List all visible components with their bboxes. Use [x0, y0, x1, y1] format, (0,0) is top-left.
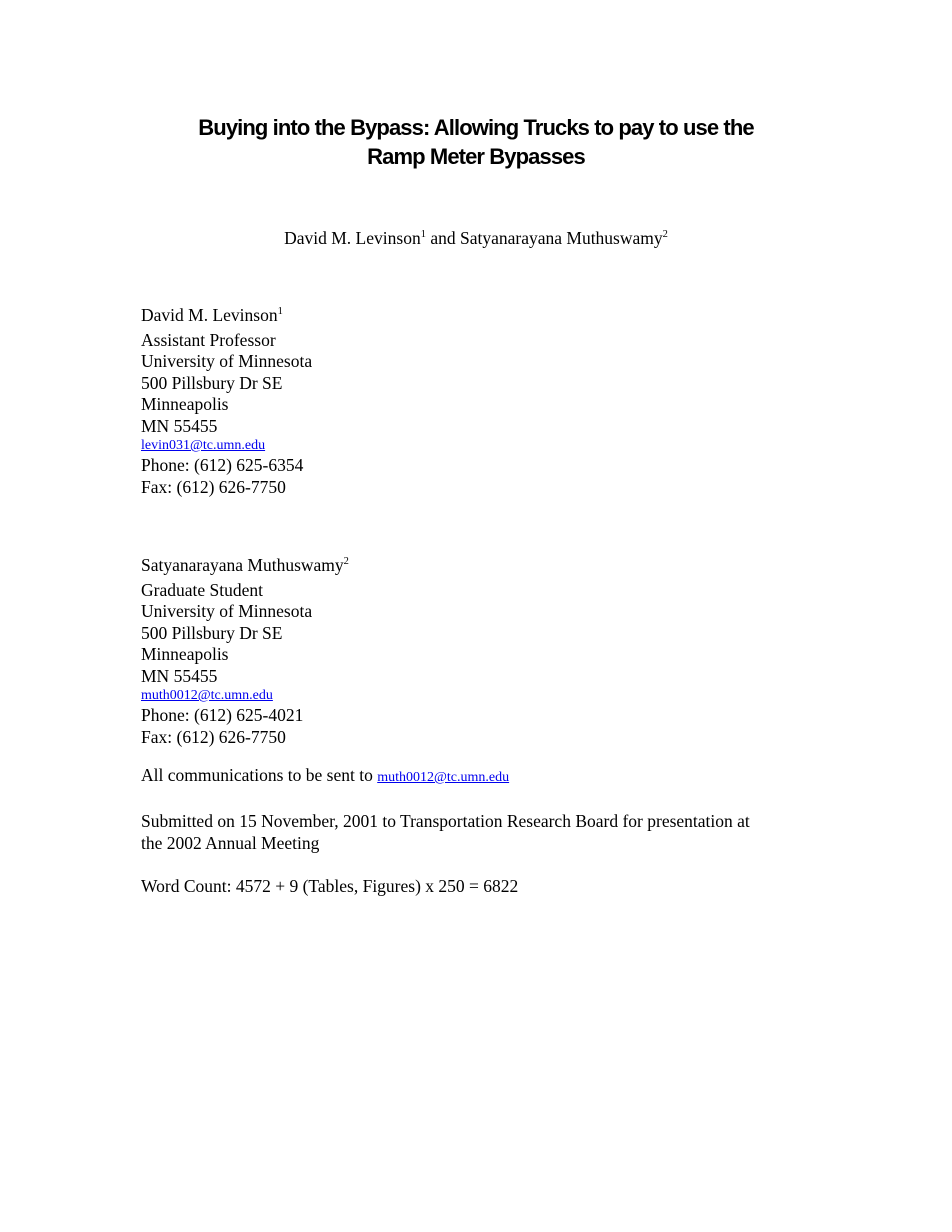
submission-line-1: Submitted on 15 November, 2001 to Transportation Research Board for presentation at	[141, 811, 750, 831]
contact-fax: Fax: (612) 626-7750	[141, 476, 286, 497]
contact-name	[141, 555, 349, 580]
byline-author-2-affiliation: 2	[662, 229, 668, 240]
contact-fax: Fax: (612) 626-7750	[141, 726, 286, 747]
word-count: Word Count: 4572 + 9 (Tables, Figures) x 250 = 6822	[141, 876, 519, 896]
contact-position: Assistant Professor	[141, 329, 276, 350]
byline-author-1: David M. Levinson	[284, 228, 421, 248]
contact-block-author-2	[141, 555, 349, 748]
contact-email-link[interactable]: muth0012@tc.umn.edu	[141, 688, 273, 703]
contact-street: 500 Pillsbury Dr SE	[141, 622, 283, 643]
contact-institution: University of Minnesota	[141, 351, 313, 371]
byline-author-1-affiliation: 1	[420, 229, 426, 240]
contact-email-link[interactable]: levin031@tc.umn.edu	[141, 438, 266, 453]
contact-affiliation-mark: 2	[343, 556, 349, 567]
contact-name	[141, 305, 312, 330]
contact-affiliation-mark: 1	[277, 306, 283, 317]
communications-email-link[interactable]: muth0012@tc.umn.edu	[377, 770, 510, 785]
contact-city: Minneapolis	[141, 644, 229, 664]
submission-line-2: the 2002 Annual Meeting	[141, 833, 320, 853]
paper-title-line-1: Buying into the Bypass: Allowing Trucks to pay to use the	[198, 115, 754, 140]
contact-name-text: Satyanarayana Muthuswamy	[141, 555, 344, 575]
byline-conjunction: and	[425, 228, 460, 248]
byline-author-2: Satyanarayana Muthuswamy	[459, 228, 663, 248]
contact-state-zip: MN 55455	[141, 665, 218, 686]
communications-note	[141, 764, 509, 789]
author-byline	[100, 227, 852, 253]
contact-city: Minneapolis	[141, 394, 229, 414]
contact-name-text: David M. Levinson	[141, 305, 278, 325]
contact-street: 500 Pillsbury Dr SE	[141, 372, 283, 393]
submission-note	[141, 810, 821, 854]
contact-state-zip: MN 55455	[141, 415, 218, 436]
contact-phone: Phone: (612) 625-4021	[141, 705, 304, 725]
contact-block-author-1	[141, 305, 312, 498]
paper-title	[100, 113, 852, 171]
contact-phone: Phone: (612) 625-6354	[141, 455, 304, 475]
contact-position: Graduate Student	[141, 579, 263, 600]
communications-text: All communications to be sent to	[141, 765, 378, 785]
contact-institution: University of Minnesota	[141, 601, 313, 621]
paper-title-line-2: Ramp Meter Bypasses	[367, 144, 585, 169]
